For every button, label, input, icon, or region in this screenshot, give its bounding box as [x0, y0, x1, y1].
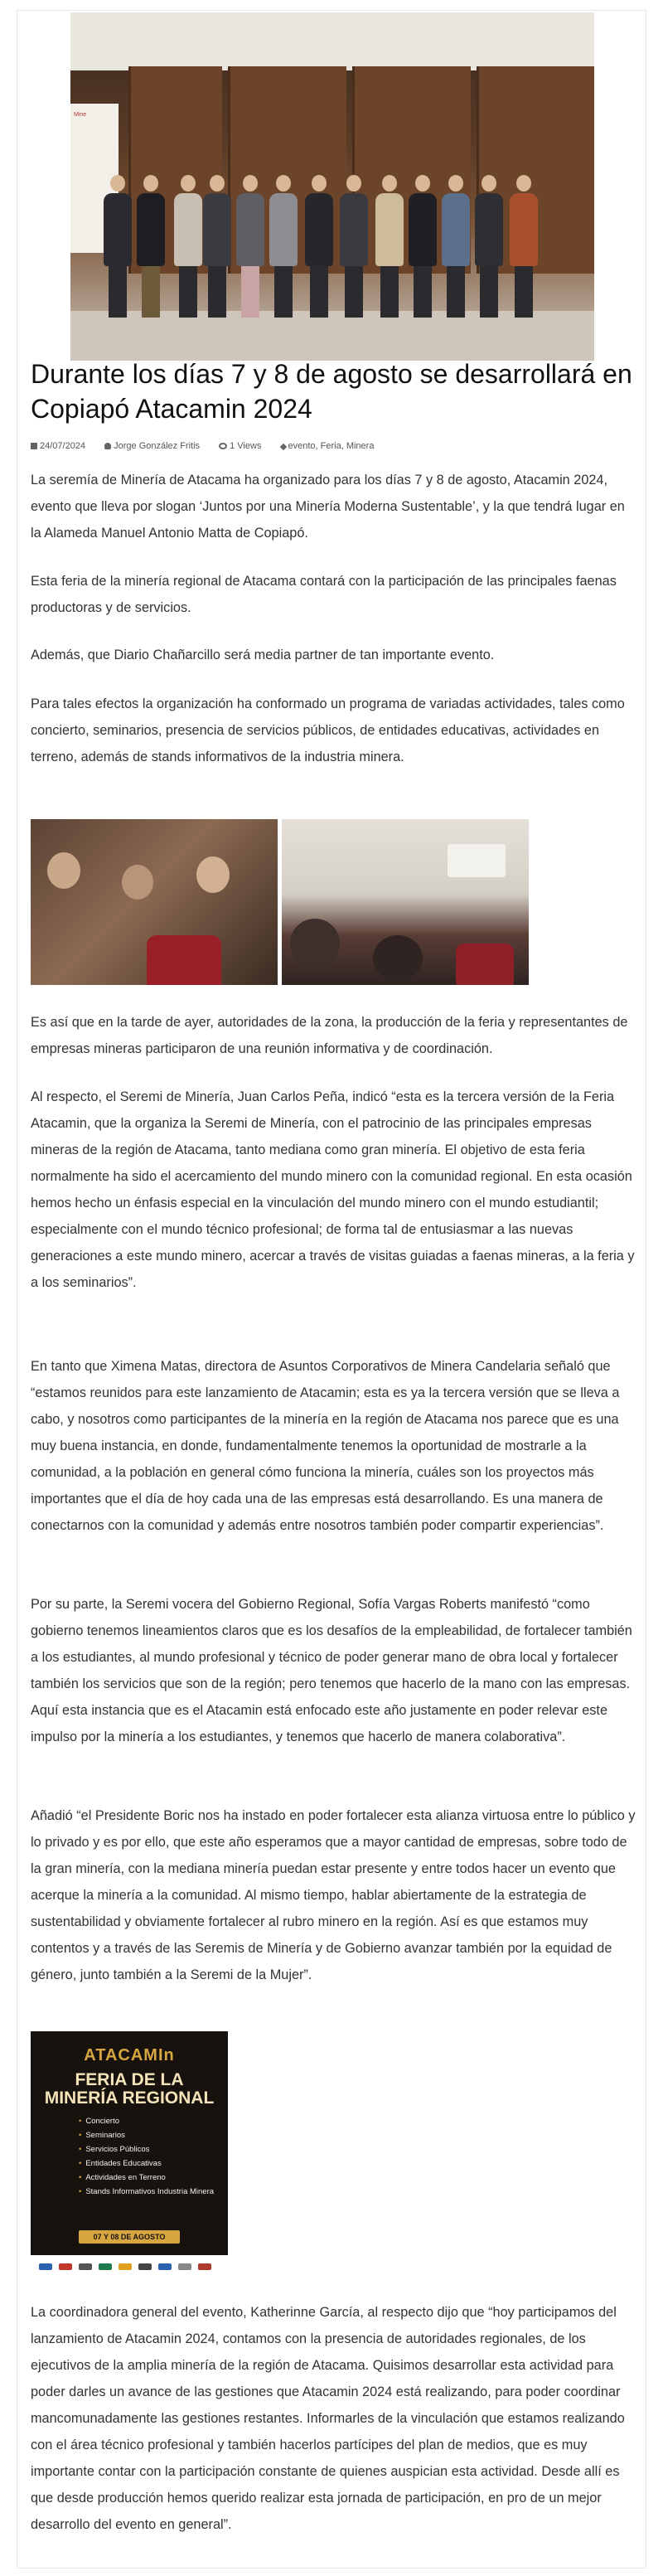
sponsor-logo [59, 2263, 72, 2270]
face-shape [47, 852, 80, 889]
sponsor-logo [138, 2263, 152, 2270]
hero-image [70, 12, 594, 361]
floor [70, 311, 594, 361]
banner-text: Mine [74, 112, 87, 118]
eye-icon [219, 443, 227, 449]
head-shape [373, 935, 423, 981]
ceiling [70, 12, 594, 70]
person [104, 175, 132, 318]
poster-date: 07 Y 08 DE AGOSTO [79, 2230, 180, 2244]
paragraph: Es así que en la tarde de ayer, autoridades de la zona, la producción de la feria y representantes de empresas mineras participaron de una reunión informativa y de coordinación. [31, 1015, 628, 1056]
sponsor-logo [178, 2263, 191, 2270]
paragraph: Al respecto, el Seremi de Minería, Juan Carlos Peña, indicó “esta es la tercera versión de la Feria Atacamin, que la organiza la Seremi de Minería, con el patrocinio de las principales empresas mineras de la región de Atacama, tanto mediana como gran minería. El objetivo de esta feria normalmente ha sido el acercamiento del mundo minero con la comunidad regional. En esta ocasión hemos hecho un énfasis especial en la vinculación del mundo minero con el mundo estudiantil; especialmente con el mundo técnico profesional; de forma tal de entusiasmar a las nuevas generaciones a este mundo minero, acercar a través de visitas guiadas a faenas mineras, a la feria y a los seminarios”. [31, 1089, 635, 1290]
paragraph: Para tales efectos la organización ha conformado un programa de variadas actividades, tales como concierto, seminarios, presencia de servicios públicos, de entidades educativas, actividades en terreno, además de stands informativos de la industria minera. [31, 696, 625, 764]
poster-item: • Entidades Educativas [79, 2156, 214, 2171]
paragraph: En tanto que Ximena Matas, directora de Asuntos Corporativos de Minera Candelaria señaló que “estamos reunidos para este lanzamiento de Atacamin; esta es ya la tercera versión que se lleva a cabo, y nosotros como participantes de la minería en la región de Atacama nos parece que es una muy buena instancia, en donde, fundamentalmente tenemos la oportunidad de mostrarle a la comunidad, a la población en general cómo funciona la minería, cuáles son los proyectos más importantes que el día de hoy cada una de las empresas está desarrollando. Es una manera de conectarnos con la comunidad y además entre nosotros también poder compartir experiencias”. [31, 1359, 620, 1533]
views-meta [219, 441, 269, 451]
person [409, 175, 437, 318]
person [375, 175, 404, 318]
tag-icon [279, 444, 286, 450]
paragraph: La seremía de Minería de Atacama ha organizado para los días 7 y 8 de agosto, Atacamin 2024, evento que lleva por slogan ‘Juntos por una Minería Moderna Sustentable’, y la que tendrá lugar en la Alameda Manuel Antonio Matta de Copiapó. [31, 473, 625, 541]
poster-title-line: MINERÍA REGIONAL [44, 2088, 215, 2108]
poster-item: • Seminarios [79, 2128, 214, 2142]
tags-links[interactable]: evento, Feria, Minera [288, 441, 375, 451]
person [137, 175, 165, 318]
person [203, 175, 231, 318]
person [269, 175, 298, 318]
tags-meta[interactable] [281, 441, 383, 451]
date-meta [31, 441, 94, 451]
person [305, 175, 333, 318]
poster-item: • Stands Informativos Industria Minera [79, 2185, 214, 2199]
chair-shape [147, 935, 221, 985]
poster-brand: ATACAMIn [84, 2046, 175, 2064]
chair-shape [456, 944, 514, 985]
paragraph: Esta feria de la minería regional de Atacama contará con la participación de las principales faenas productoras y de servicios. [31, 574, 617, 615]
sponsor-logo [198, 2263, 211, 2270]
sponsor-logo [39, 2263, 52, 2270]
paragraph: Además, que Diario Chañarcillo será media partner de tan importante evento. [31, 648, 495, 662]
poster-title [31, 2071, 228, 2108]
views-text: 1 Views [230, 441, 262, 451]
sponsor-logo [79, 2263, 92, 2270]
author-link[interactable]: Jorge González Fritis [114, 441, 201, 451]
sponsor-logo [119, 2263, 132, 2270]
poster-item: • Actividades en Terreno [79, 2171, 214, 2185]
sponsor-logo [99, 2263, 112, 2270]
user-icon [104, 443, 111, 449]
person [442, 175, 470, 318]
person [510, 175, 538, 318]
paragraph: Añadió “el Presidente Boric nos ha instado en poder fortalecer esta alianza virtuosa entre lo público y lo privado y es por ello, que este año esperamos que a mayor cantidad de empresas, sobre todo de la gran minería, con la mediana minería puedan estar presente y entre todos hacer un evento que acerque la minería a la comunidad. Al mismo tiempo, hablar abiertamente de la estrategia de sustentabilidad y obviamente fortalecer al rubro minero en la región. Así es que estamos muy contentos y a través de las Seremis de Minería y de Gobierno avanzar también por la equidad de género, junto también a la Seremi de la Mujer”. [31, 1808, 636, 1982]
calendar-icon [31, 443, 37, 449]
poster-title-line: FERIA DE LA [75, 2070, 184, 2089]
screen-shape [448, 844, 506, 877]
face-shape [196, 856, 230, 893]
gallery-photo-room [282, 819, 529, 985]
poster-item: • Servicios Públicos [79, 2142, 214, 2156]
person [475, 175, 503, 318]
event-poster [31, 2031, 228, 2280]
article-meta [31, 441, 390, 451]
article-title: Durante los días 7 y 8 de agosto se desarrollará en Copiapó Atacamin 2024 [31, 359, 632, 424]
poster-item: • Concierto [79, 2114, 214, 2128]
date-text: 24/07/2024 [40, 441, 86, 451]
author-meta[interactable] [104, 441, 208, 451]
paragraph: La coordinadora general del evento, Katherinne García, al respecto dijo que “hoy participamos del lanzamiento de Atacamin 2024, contamos con la presencia de autoridades regionales, de los ejecutivos de la amplia minería de la región de Atacama. Quisimos desarrollar esta actividad para poder darles un avance de las gestiones que Atacamin 2024 está realizando, para poder coordinar mancomunadamente las gestiones restantes. Informarles de la vinculación que estamos realizando con el área técnico profesional y también hacerlos partícipes del plan de medios, que es muy importante contar con la participación constante de quienes auspician esta actividad. Desde allí es que desde producción hemos querido realizar esta jornada de participación, en pro de un mejor desarrollo del evento en general”. [31, 2305, 625, 2532]
paragraph: Por su parte, la Seremi vocera del Gobierno Regional, Sofía Vargas Roberts manifestó “como gobierno tenemos lineamientos claros que es los desafíos de la empleabilidad, de fortalecer también a los estudiantes, al mundo profesional y técnico de poder generar mano de obra local y fortalecer también los servicios que son de la región; pero tenemos que hacerlo de la mano con las empresas. Aquí esta instancia que es el Atacamin está enfocado este año justamente en poder relevar este impulso por la minería a los estudiantes, y tenemos que hacerlo de manera colaborativa”. [31, 1597, 632, 1744]
poster-list [79, 2114, 214, 2199]
person [340, 175, 368, 318]
sponsor-logo [158, 2263, 172, 2270]
poster-sponsors [31, 2255, 228, 2280]
face-shape [122, 865, 153, 900]
person [174, 175, 202, 318]
person [236, 175, 264, 318]
gallery-photo-audience [31, 819, 278, 985]
head-shape [290, 919, 340, 968]
